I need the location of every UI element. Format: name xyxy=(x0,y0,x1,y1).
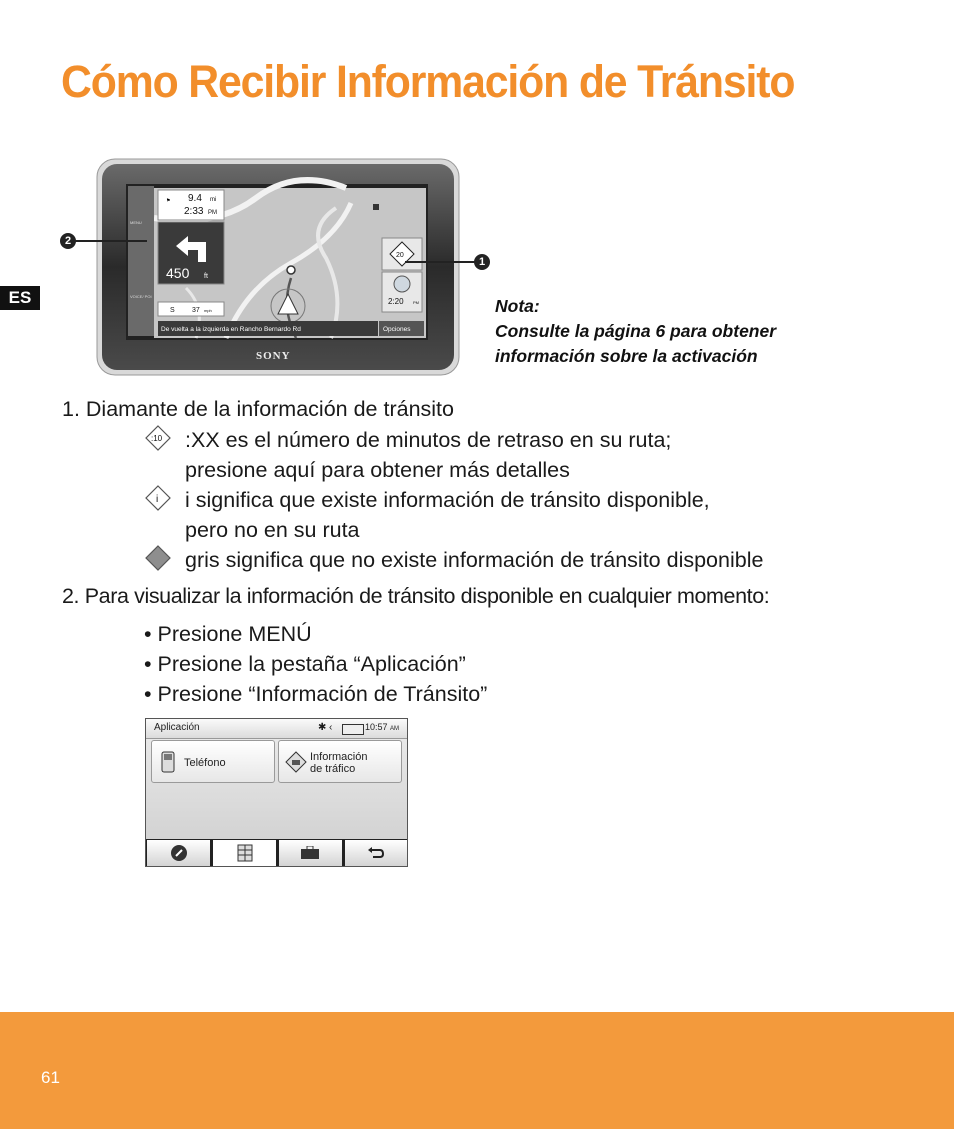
traffic-none-diamond-icon xyxy=(144,544,172,572)
tab-back[interactable] xyxy=(345,840,407,866)
bluetooth-icon: ✱ xyxy=(318,722,327,733)
app-title: Aplicación xyxy=(154,722,200,733)
phone-label: Teléfono xyxy=(184,757,226,769)
grid-icon xyxy=(237,844,253,862)
clock: 2:20 xyxy=(388,297,404,306)
gps-device-image xyxy=(96,158,460,376)
page-number: 61 xyxy=(41,1068,60,1087)
phone-icon xyxy=(160,751,176,773)
bullet-3: • Presione “Información de Tránsito” xyxy=(144,682,488,706)
note-line-1: Consulte la página 6 para obtener xyxy=(495,321,777,341)
page-title: Cómo Recibir Información de Tránsito xyxy=(61,56,795,107)
arrival-time: 2:33 xyxy=(184,206,204,217)
traffic-info-icon xyxy=(285,751,307,773)
app-time: 10:57 AM xyxy=(364,722,399,732)
options-label: Opciones xyxy=(383,326,411,333)
bullet-1: • Presione MENÚ xyxy=(144,622,312,646)
callout-1-line xyxy=(405,261,475,263)
note-line-2: información sobre la activación xyxy=(495,346,758,366)
turn-unit: ft xyxy=(204,273,208,280)
battery-icon xyxy=(342,724,364,735)
clock-ampm: PM xyxy=(413,300,419,305)
heading: S xyxy=(170,307,175,314)
traffic-delay-diamond-icon xyxy=(144,424,172,452)
list-item-1: 1. Diamante de la información de tránsito xyxy=(62,397,454,421)
application-screen xyxy=(145,718,408,867)
traffic-info-label-1: Información xyxy=(310,751,368,763)
icon-2-line-1: i significa que existe información de tránsito disponible, xyxy=(185,488,710,512)
tab-applications[interactable] xyxy=(213,840,276,866)
list-item-2: 2. Para visualizar la información de tránsito disponible en cualquier momento: xyxy=(62,584,770,608)
speaker-icon: ‹ xyxy=(329,722,333,733)
traffic-info-diamond-icon xyxy=(144,484,172,512)
compass-icon xyxy=(170,844,188,862)
note xyxy=(495,294,776,369)
icon-3-line-1: gris significa que no existe información de tránsito disponible xyxy=(185,548,764,572)
icon-2-line-2: pero no en su ruta xyxy=(185,518,360,542)
toolbox-icon xyxy=(300,846,320,860)
phone-button[interactable] xyxy=(151,740,275,783)
callout-1: 1 xyxy=(474,254,490,270)
speed-unit: mph xyxy=(204,308,212,313)
turn-distance: 450 xyxy=(166,265,190,281)
callout-2: 2 xyxy=(60,233,76,249)
footer-bar xyxy=(0,1012,954,1129)
voice-label: VOICE/ POI xyxy=(130,294,152,299)
language-tab: ES xyxy=(0,286,40,310)
brand: SONY xyxy=(256,350,291,362)
callout-2-line xyxy=(71,240,147,242)
traffic-info-label: i xyxy=(156,494,159,505)
arrival-ampm: PM xyxy=(208,210,217,216)
app-header xyxy=(146,719,407,739)
traffic-value: 20 xyxy=(396,252,404,259)
icon-1-line-2: presione aquí para obtener más detalles xyxy=(185,458,570,482)
traffic-info-button[interactable] xyxy=(278,740,402,783)
svg-text:⚑: ⚑ xyxy=(166,198,171,204)
distance-remaining: 9.4 xyxy=(188,193,202,204)
distance-unit: mi xyxy=(210,197,217,203)
back-arrow-icon xyxy=(367,846,385,860)
traffic-delay-label: :10 xyxy=(151,434,163,443)
icon-1-line-1: :XX es el número de minutos de retraso en su ruta; xyxy=(185,428,672,452)
tab-navigation[interactable] xyxy=(147,840,210,866)
speed: 37 xyxy=(192,307,200,314)
traffic-info-label-2: de tráfico xyxy=(310,763,356,775)
tab-tools[interactable] xyxy=(279,840,342,866)
bullet-2: • Presione la pestaña “Aplicación” xyxy=(144,652,466,676)
instruction: De vuelta a la izquierda en Rancho Bernardo Rd xyxy=(161,326,301,333)
note-heading: Nota: xyxy=(495,296,540,316)
menu-label: MENU xyxy=(130,220,142,225)
